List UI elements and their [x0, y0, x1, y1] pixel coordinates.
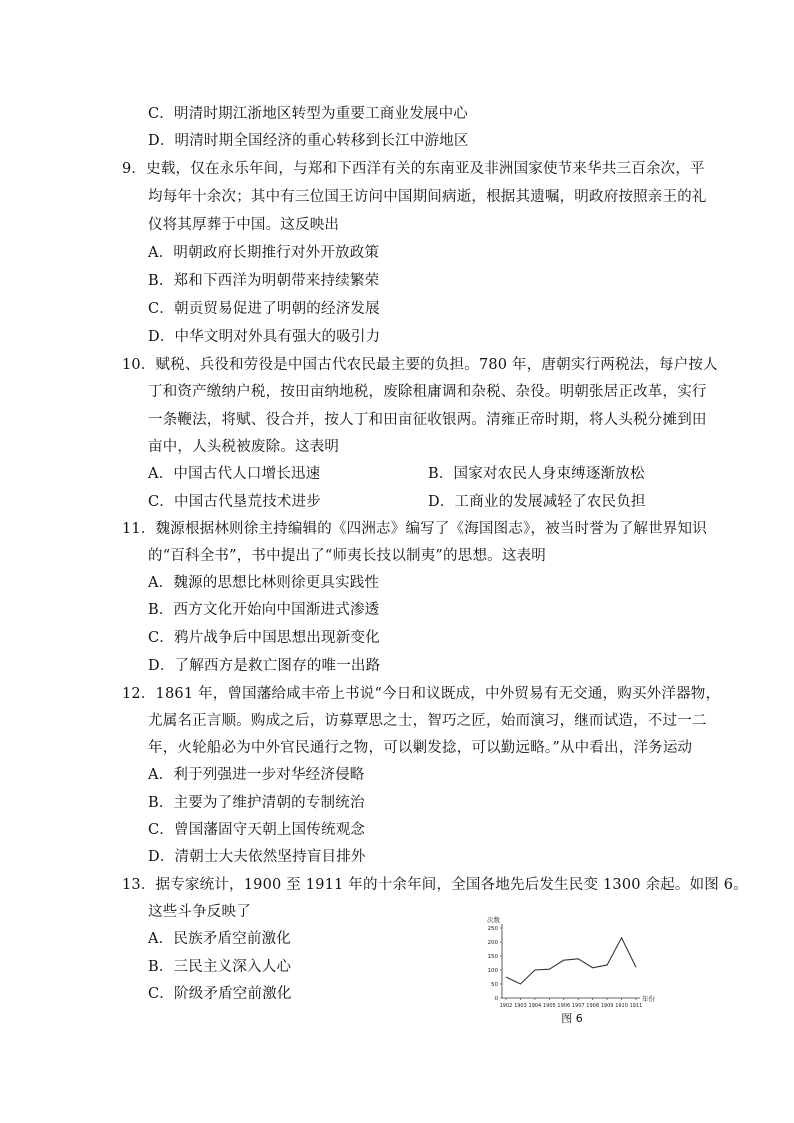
q8-option-d: D．明清时期全国经济的重心转移到长江中游地区	[148, 133, 469, 149]
x-tick-label: 1907	[571, 1003, 585, 1009]
q8-option-c: C．明清时期江浙地区转型为重要工商业发展中心	[148, 106, 468, 122]
q9-option-c: C．朝贡贸易促进了明朝的经济发展	[148, 301, 380, 317]
figure-caption: 图 6	[561, 1012, 583, 1025]
q12-stem-line2: 尤属名正言顺。购成之后，访募覃思之士，智巧之匠，始而演习，继而试造，不过一二	[148, 713, 707, 729]
q13-option-a: A．民族矛盾空前激化	[148, 931, 291, 947]
q9-stem-line1: 9．史载，仅在永乐年间，与郑和下西洋有关的东南亚及非洲国家使节来华共三百余次，平	[122, 161, 705, 177]
x-tick-label: 1906	[557, 1003, 571, 1009]
chart-plot-area	[488, 924, 643, 1009]
q11-stem-line1: 11．魏源根据林则徐主持编辑的《四洲志》编写了《海国图志》，被当时誉为了解世界知识	[122, 521, 707, 537]
x-tick-label: 1904	[528, 1003, 542, 1009]
q12-option-b: B．主要为了维护清朝的专制统治	[148, 795, 365, 811]
q9-stem-line2: 均每年十余次；其中有三位国王访问中国期间病逝，根据其遗嘱，明政府按照亲王的礼	[148, 189, 707, 205]
x-tick-label: 1908	[586, 1003, 600, 1009]
q12-option-a: A．利于列强进一步对华经济侵略	[148, 767, 365, 783]
q10-option-d: D．工商业的发展减轻了农民负担	[428, 494, 646, 510]
q12-option-d: D．清朝士大夫依然坚持盲目排外	[148, 849, 366, 865]
q11-option-b: B．西方文化开始向中国渐进式渗透	[148, 602, 380, 618]
y-tick-label: 250	[487, 926, 498, 932]
q11-option-c: C．鸦片战争后中国思想出现新变化	[148, 630, 380, 646]
q12-option-c: C．曾国藩固守天朝上国传统观念	[148, 822, 366, 838]
q9-option-d: D．中华文明对外具有强大的吸引力	[148, 329, 381, 345]
q9-option-a: A．明朝政府长期推行对外开放政策	[148, 245, 380, 261]
q13-stem-line2: 这些斗争反映了	[148, 904, 251, 920]
y-tick-label: 150	[487, 954, 498, 960]
q13-option-c: C．阶级矛盾空前激化	[148, 986, 292, 1002]
y-tick-label: 0	[494, 996, 498, 1002]
x-tick-label: 1911	[629, 1003, 643, 1009]
q10-stem-line3: 一条鞭法，将赋、役合并，按人丁和田亩征收银两。清雍正帝时期，将人头税分摊到田	[148, 412, 707, 428]
y-tick-label: 50	[491, 982, 498, 988]
q10-option-a: A．中国古代人口增长迅速	[148, 466, 321, 482]
q11-option-a: A．魏源的思想比林则徐更具实践性	[148, 575, 380, 591]
y-axis-label: 次数	[487, 916, 500, 924]
figure-6-line-chart	[480, 910, 660, 1030]
q10-option-c: C．中国古代垦荒技术进步	[148, 494, 321, 510]
q12-stem-line3: 年，火轮船必为中外官民通行之物，可以剿发捻，可以勤远略。”从中看出，洋务运动	[148, 740, 693, 756]
x-tick-label: 1903	[514, 1003, 527, 1009]
q10-option-b: B．国家对农民人身束缚逐渐放松	[428, 466, 645, 482]
q12-stem-line1: 12．1861 年，曾国藩给咸丰帝上书说“今日和议既成，中外贸易有无交通，购买外洋器物，	[122, 686, 721, 702]
x-tick-label: 1910	[615, 1003, 628, 1009]
q9-stem-line3: 仪将其厚葬于中国。这反映出	[148, 217, 340, 233]
q10-stem-line4: 亩中，人头税被废除。这表明	[148, 439, 340, 455]
x-tick-label: 1902	[499, 1003, 513, 1009]
q9-option-b: B．郑和下西洋为明朝带来持续繁荣	[148, 273, 380, 289]
x-axis-label: 年份	[642, 995, 655, 1003]
q11-option-d: D．了解西方是救亡图存的唯一出路	[148, 658, 381, 674]
q13-option-b: B．三民主义深入人心	[148, 959, 292, 975]
q13-stem-line1: 13．据专家统计，1900 至 1911 年的十余年间，全国各地先后发生民变 1300 余起。如图 6。	[122, 877, 748, 893]
y-tick-label: 200	[487, 940, 498, 946]
y-tick-label: 100	[487, 968, 498, 974]
x-tick-label: 1905	[542, 1003, 556, 1009]
q10-stem-line2: 丁和资产缴纳户税，按田亩纳地税，废除租庸调和杂税、杂役。明朝张居正改革，实行	[148, 384, 707, 400]
x-tick-label: 1909	[600, 1003, 614, 1009]
series-line	[506, 938, 636, 984]
q11-stem-line2: 的“百科全书”，书中提出了“师夷长技以制夷”的思想。这表明	[148, 548, 546, 564]
q10-stem-line1: 10．赋税、兵役和劳役是中国古代农民最主要的负担。780 年，唐朝实行两税法，每户按人	[122, 357, 718, 373]
